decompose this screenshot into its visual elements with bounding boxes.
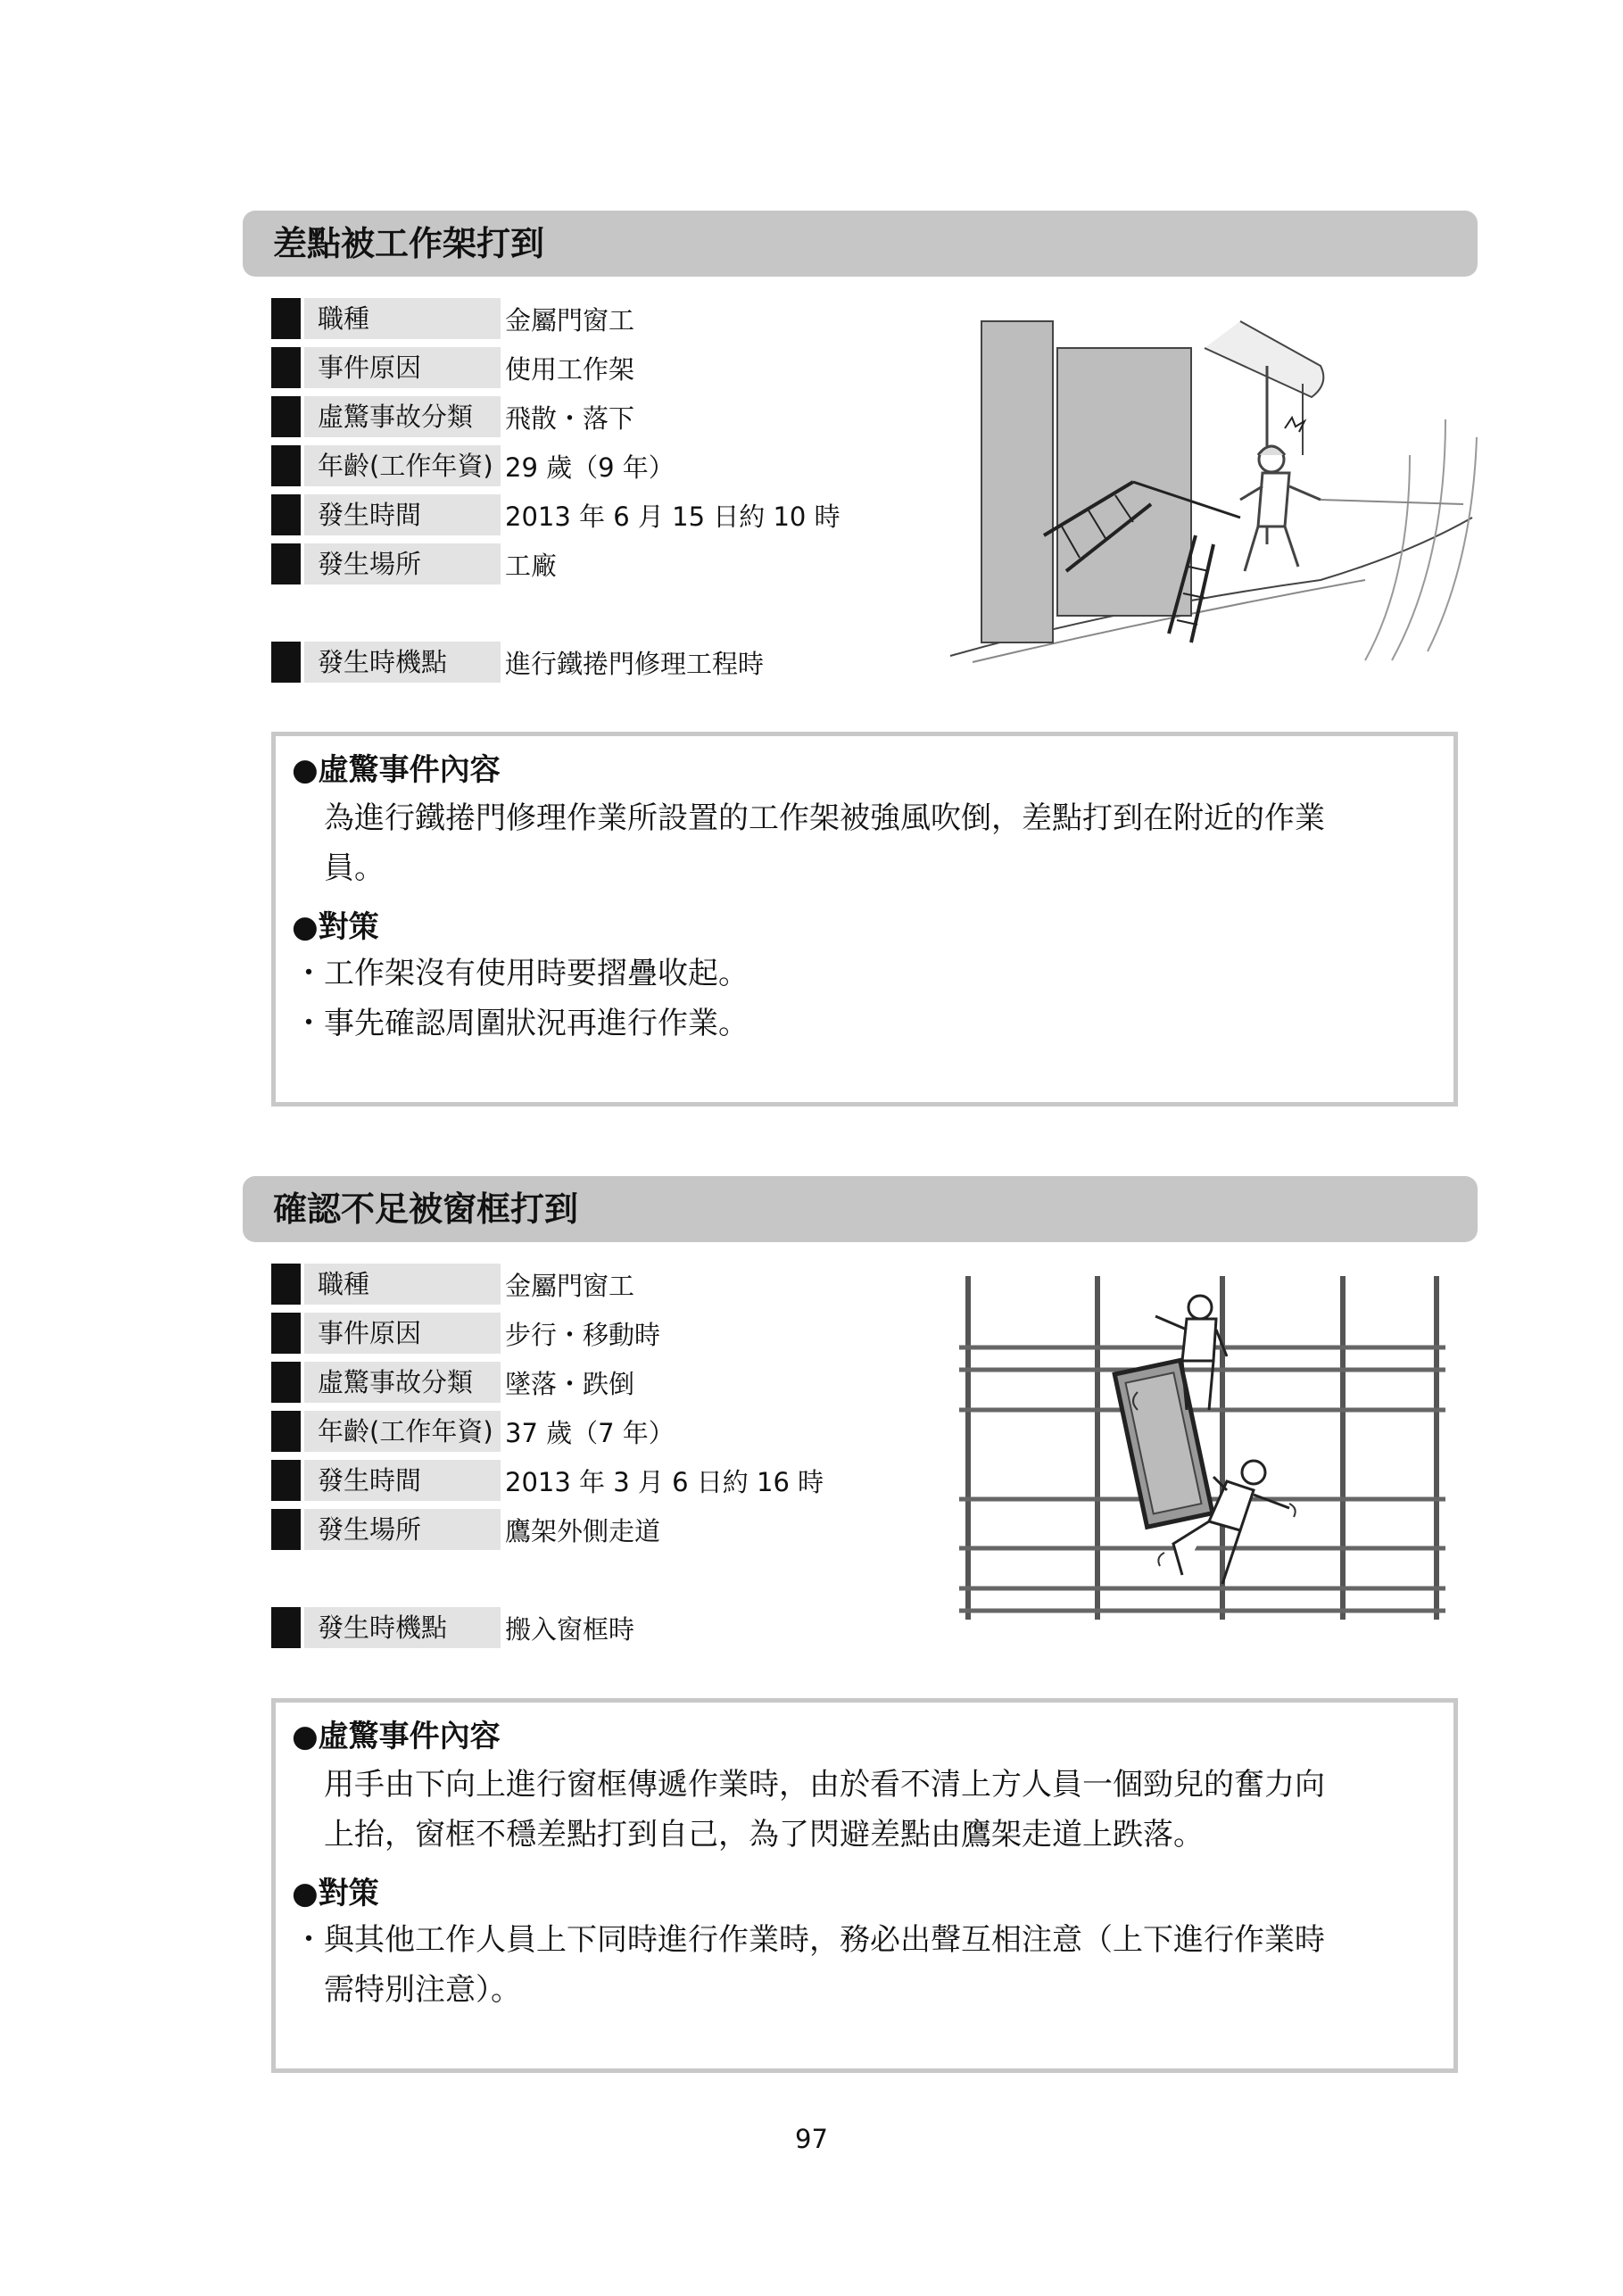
info-label: 年齡(工作年資) bbox=[304, 445, 501, 486]
row-marker bbox=[271, 1460, 301, 1501]
bullet-dot: ● bbox=[292, 909, 319, 945]
info-label: 職種 bbox=[304, 298, 501, 339]
row-marker bbox=[271, 494, 301, 535]
incident-text: 為進行鐵捲門修理作業所設置的工作架被強風吹倒，差點打到在附近的作業 員。 bbox=[324, 800, 1325, 886]
section-1-title: 差點被工作架打到 bbox=[243, 211, 1478, 277]
row-marker bbox=[271, 1411, 301, 1452]
incident-text: 用手由下向上進行窗框傳遞作業時，由於看不清上方人員一個勁兒的奮力向 上抬，窗框不穩差點打到自己，為了閃避差點由鷹架走道上跌落。 bbox=[324, 1767, 1325, 1853]
measure-item: ・ 工作架沒有使用時要摺疊收起。 bbox=[294, 956, 749, 991]
info-label: 發生場所 bbox=[304, 1509, 501, 1550]
info-label: 虛驚事故分類 bbox=[304, 396, 501, 437]
info-value: 2013 年 6 月 15 日約 10 時 bbox=[505, 501, 840, 532]
info-value: 步行・移動時 bbox=[505, 1320, 661, 1350]
bullet-dot: ● bbox=[292, 1876, 319, 1911]
row-marker bbox=[271, 642, 301, 683]
section-1-content-box bbox=[271, 732, 1458, 1107]
measure-item: ・ 事先確認周圍狀況再進行作業。 bbox=[294, 1006, 749, 1041]
info-value: 2013 年 3 月 6 日約 16 時 bbox=[505, 1467, 824, 1497]
row-marker bbox=[271, 1313, 301, 1354]
info-label: 事件原因 bbox=[304, 347, 501, 388]
row-marker bbox=[271, 445, 301, 486]
info-value: 鷹架外側走道 bbox=[505, 1516, 661, 1546]
info-value: 37 歲（7 年） bbox=[505, 1418, 675, 1448]
row-marker bbox=[271, 1607, 301, 1648]
measures-heading: ●對策 bbox=[292, 1876, 379, 1911]
section-2-content-box bbox=[271, 1698, 1458, 2073]
info-label: 發生場所 bbox=[304, 543, 501, 584]
info-value: 使用工作架 bbox=[505, 354, 635, 385]
info-label: 虛驚事故分類 bbox=[304, 1362, 501, 1403]
bullet-dot: ● bbox=[292, 752, 319, 788]
row-marker bbox=[271, 1362, 301, 1403]
info-value: 工廠 bbox=[505, 551, 558, 581]
info-label: 職種 bbox=[304, 1264, 501, 1305]
info-value: 墜落・跌倒 bbox=[505, 1369, 635, 1399]
info-value: 進行鐵捲門修理工程時 bbox=[505, 649, 765, 679]
scaffold-illustration bbox=[959, 1276, 1445, 1620]
info-value: 飛散・落下 bbox=[505, 403, 635, 434]
row-marker bbox=[271, 1264, 301, 1305]
row-marker bbox=[271, 543, 301, 584]
row-marker bbox=[271, 1509, 301, 1550]
info-value: 搬入窗框時 bbox=[505, 1614, 635, 1645]
row-marker bbox=[271, 396, 301, 437]
incident-heading: ●虛驚事件內容 bbox=[292, 1719, 501, 1754]
incident-heading: ●虛驚事件內容 bbox=[292, 752, 501, 788]
info-label: 事件原因 bbox=[304, 1313, 501, 1354]
info-value: 金屬門窗工 bbox=[505, 1271, 635, 1301]
info-label: 年齡(工作年資) bbox=[304, 1411, 501, 1452]
info-value: 29 歲（9 年） bbox=[505, 452, 675, 483]
info-value: 金屬門窗工 bbox=[505, 305, 635, 336]
info-label: 發生時機點 bbox=[304, 1607, 501, 1648]
info-label: 發生時間 bbox=[304, 494, 501, 535]
row-marker bbox=[271, 347, 301, 388]
measures-heading: ●對策 bbox=[292, 909, 379, 945]
measure-item: ・ 與其他工作人員上下同時進行作業時，務必出聲互相注意（上下進行作業時 需特別注意）。 bbox=[294, 1922, 1325, 2008]
page-number: 97 bbox=[795, 2124, 828, 2154]
info-label: 發生時機點 bbox=[304, 642, 501, 683]
row-marker bbox=[271, 298, 301, 339]
info-label: 發生時間 bbox=[304, 1460, 501, 1501]
shutter-door-illustration bbox=[946, 312, 1481, 669]
section-2-title: 確認不足被窗框打到 bbox=[243, 1176, 1478, 1242]
bullet-dot: ● bbox=[292, 1719, 319, 1754]
